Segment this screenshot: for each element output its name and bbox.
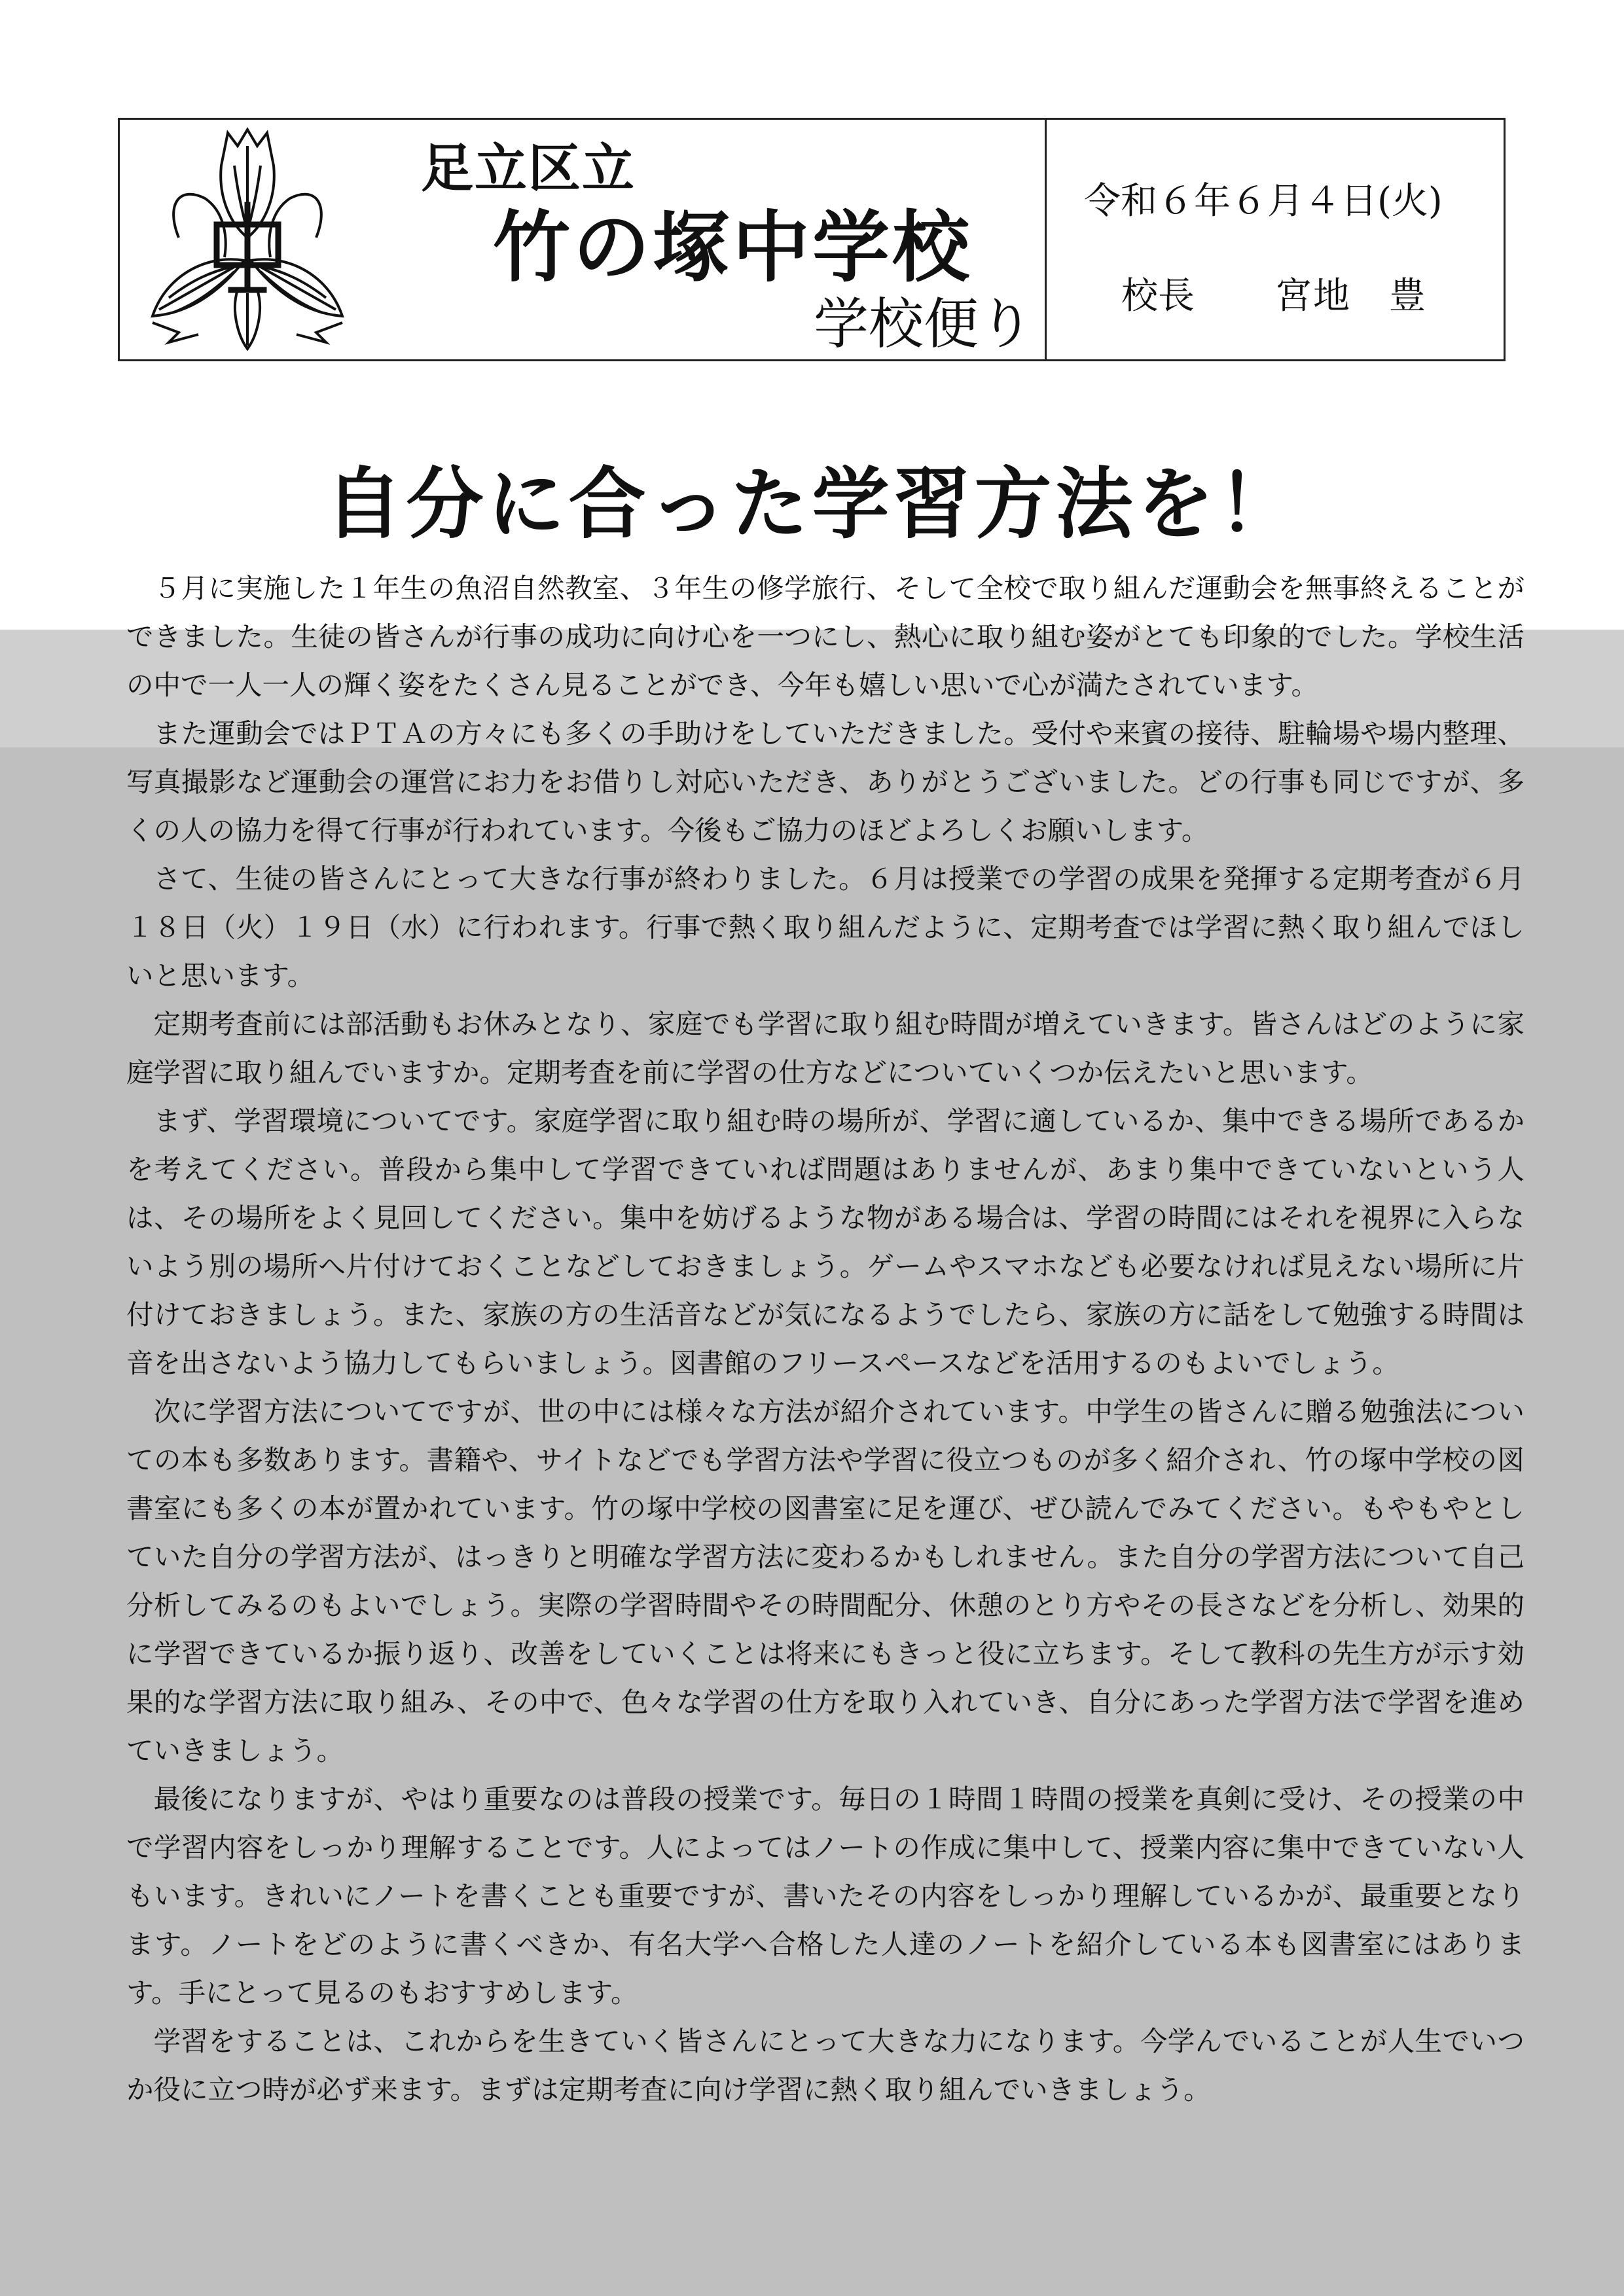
paragraph: さて、生徒の皆さんにとって大きな行事が終わりました。６月は授業での学習の成果を発揮する定期考査が６月１８日（火）１９日（水）に行われます。行事で熱く取り組んだように、定期考査では学習に熱く取り組んでほしいと思います。 (126, 863, 1525, 992)
paragraph: 最後になりますが、やはり重要なのは普段の授業です。毎日の１時間１時間の授業を真剣に受け、その授業の中で学習内容をしっかり理解することです。人によってはノートの作成に集中して、授業内容に集中できていない人もいます。きれいにノートを書くことも重要ですが、書いたその内容をしっかり理解しているかが、最重要となります。ノートをどのように書くべきか、有名大学へ合格した人達のノートを紹介している本も図書室にはあります。手にとって見るのもおすすめします。 (126, 1783, 1525, 2009)
paragraph: 定期考査前には部活動もお休みとなり、家庭でも学習に取り組む時間が増えていきます。皆さんはどのように家庭学習に取り組んでいますか。定期考査を前に学習の仕方などについていくつか伝えたいと思います。 (126, 1008, 1525, 1088)
newsletter-header (118, 118, 1506, 361)
school-name: 竹の塚中学校 (493, 202, 973, 293)
ward-name: 足立区立 (421, 138, 636, 199)
article-body (126, 564, 1525, 2114)
newsletter-label: 学校便り (814, 292, 1034, 356)
article-title: 自分に合った学習方法を！ (325, 459, 1299, 549)
principal-title: 校長 (1121, 275, 1195, 317)
issue-date: 令和６年６月４日(火) (1084, 180, 1443, 223)
paragraph: ５月に実施した１年生の魚沼自然教室、３年生の修学旅行、そして全校で取り組んだ運動会を無事終えることができました。生徒の皆さんが行事の成功に向け心を一つにし、熱心に取り組む姿がとても印象的でした。学校生活の中で一人一人の輝く姿をたくさん見ることができ、今年も嬉しい思いで心が満たされています。 (126, 572, 1525, 701)
header-divider (1045, 120, 1047, 359)
school-crest-icon (139, 126, 355, 352)
paragraph: また運動会ではＰＴＡの方々にも多くの手助けをしていただきました。受付や来賓の接待、駐輪場や場内整理、写真撮影など運動会の運営にお力をお借りし対応いただき、ありがとうございました。どの行事も同じですが、多くの人の協力を得て行事が行われています。今後もご協力のほどよろしくお願いします。 (126, 717, 1525, 846)
paragraph: まず、学習環境についてです。家庭学習に取り組む時の場所が、学習に適しているか、集中できる場所であるかを考えてください。普段から集中して学習できていれば問題はありませんが、あまり集中できていないという人は、その場所をよく見回してください。集中を妨げるような物がある場合は、学習の時間にはそれを視界に入らないよう別の場所へ片付けておくことなどしておきましょう。ゲームやスマホなども必要なければ見えない場所に片付けておきましょう。また、家族の方の生活音などが気になるようでしたら、家族の方に話をして勉強する時間は音を出さないよう協力してもらいましょう。図書館のフリースペースなどを活用するのもよいでしょう。 (126, 1105, 1525, 1379)
principal-name: 宮地 豊 (1275, 275, 1427, 317)
paragraph: 学習をすることは、これからを生きていく皆さんにとって大きな力になります。今学んでいることが人生でいつか役に立つ時が必ず来ます。まずは定期考査に向け学習に熱く取り組んでいきましょう。 (126, 2025, 1525, 2106)
paragraph: 次に学習方法についてですが、世の中には様々な方法が紹介されています。中学生の皆さんに贈る勉強法についての本も多数あります。書籍や、サイトなどでも学習方法や学習に役立つものが多く紹介され、竹の塚中学校の図書室にも多くの本が置かれています。竹の塚中学校の図書室に足を運び、ぜひ読んでみてください。もやもやとしていた自分の学習方法が、はっきりと明確な学習方法に変わるかもしれません。また自分の学習方法について自己分析してみるのもよいでしょう。実際の学習時間やその時間配分、休憩のとり方やその長さなどを分析し、効果的に学習できているか振り返り、改善をしていくことは将来にもきっと役に立ちます。そして教科の先生方が示す効果的な学習方法に取り組み、その中で、色々な学習の仕方を取り入れていき、自分にあった学習方法で学習を進めていきましょう。 (126, 1395, 1525, 1767)
